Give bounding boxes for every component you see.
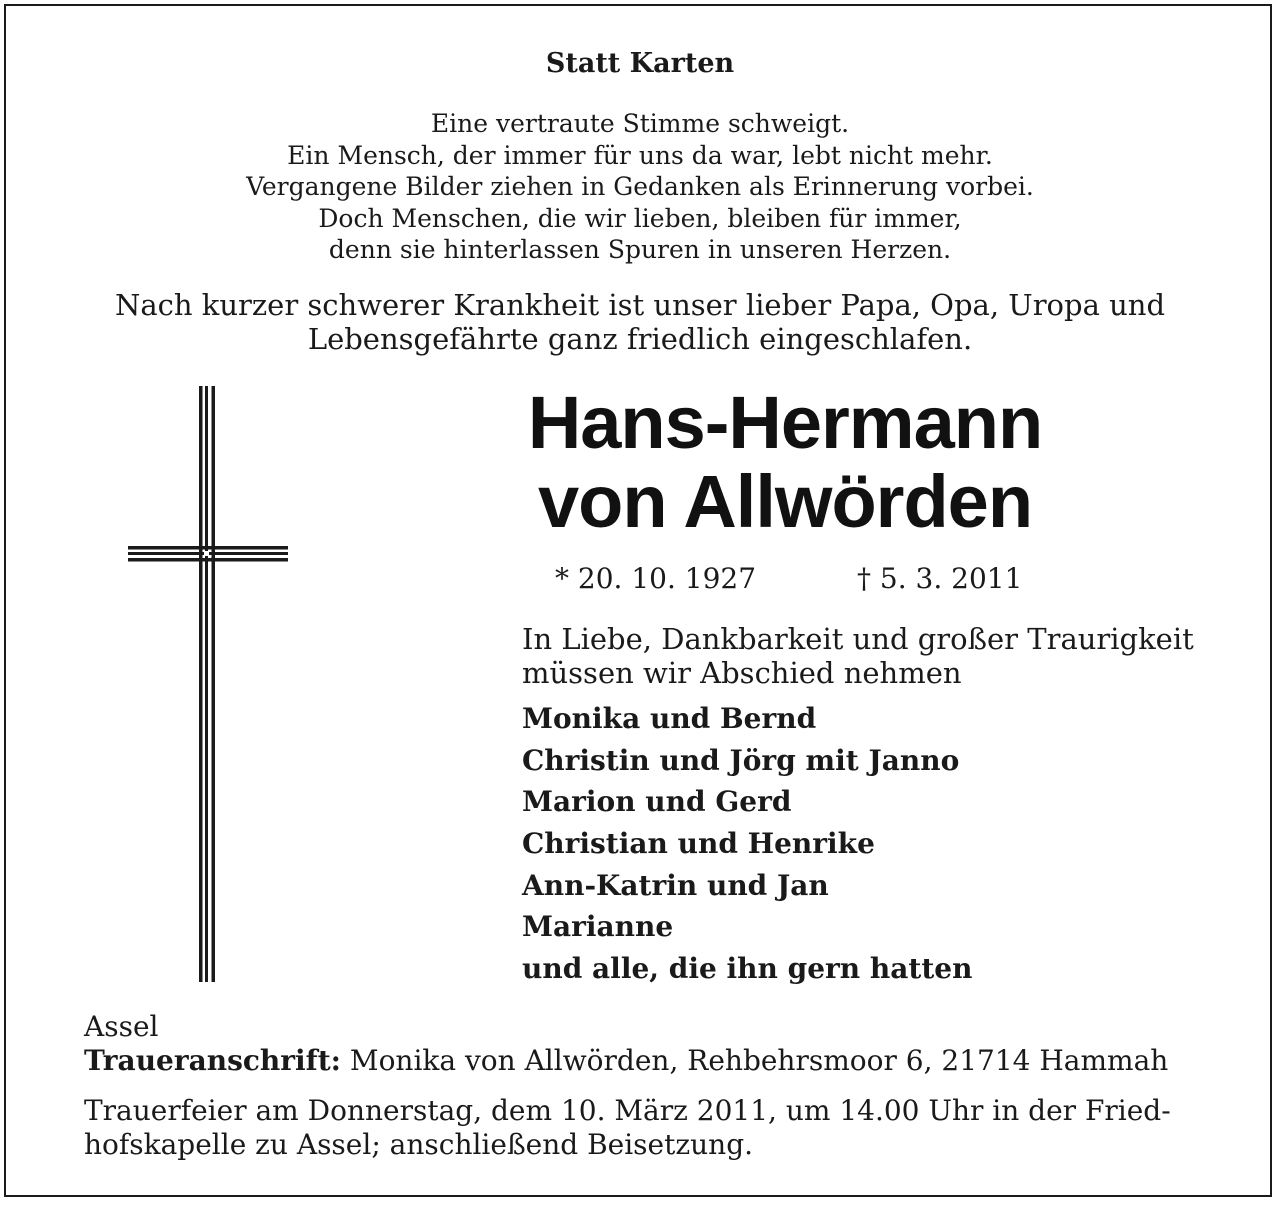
intro-line: Lebensgefährte ganz friedlich eingeschlafen. bbox=[307, 322, 973, 356]
family-member: Christin und Jörg mit Janno bbox=[522, 743, 960, 777]
intro-line: Nach kurzer schwerer Krankheit ist unser lieber Papa, Opa, Uropa und bbox=[114, 288, 1166, 322]
ceremony-line: Trauerfeier am Donnerstag, dem 10. März 2011, um 14.00 Uhr in der Fried- bbox=[84, 1094, 1171, 1127]
mourning-address bbox=[84, 1044, 1168, 1077]
family-list bbox=[522, 698, 972, 990]
place-name: Assel bbox=[84, 1010, 159, 1043]
family-member: Christian und Henrike bbox=[522, 827, 875, 861]
christian-cross-icon bbox=[128, 386, 288, 982]
mourning-line: müssen wir Abschied nehmen bbox=[522, 656, 962, 690]
mourning-text bbox=[522, 622, 1194, 690]
poem-line: Ein Mensch, der immer für uns da war, lebt nicht mehr. bbox=[287, 140, 993, 170]
intro-text bbox=[0, 288, 1280, 356]
birth-date: * 20. 10. 1927 bbox=[555, 562, 757, 595]
death-date: † 5. 3. 2011 bbox=[857, 562, 1023, 595]
ceremony-line: hofskapelle zu Assel; anschließend Beisetzung. bbox=[84, 1128, 754, 1161]
family-member: Monika und Bernd bbox=[522, 702, 817, 735]
family-member: und alle, die ihn gern hatten bbox=[522, 952, 973, 986]
address-label: Traueranschrift: bbox=[84, 1044, 341, 1077]
family-member: Marianne bbox=[522, 910, 674, 944]
family-member: Ann-Katrin und Jan bbox=[522, 868, 829, 902]
deceased-name-first: Hans-Hermann bbox=[527, 381, 1043, 464]
poem-line: denn sie hinterlassen Spuren in unseren Herzen. bbox=[328, 235, 952, 264]
address-text: Monika von Allwörden, Rehbehrsmoor 6, 21714 Hammah bbox=[341, 1044, 1169, 1077]
poem-line: Eine vertraute Stimme schweigt. bbox=[430, 109, 850, 138]
deceased-name-last: von Allwörden bbox=[537, 460, 1033, 543]
notice-header: Statt Karten bbox=[545, 48, 735, 79]
poem-line: Doch Menschen, die wir lieben, bleiben für immer, bbox=[318, 203, 962, 233]
poem bbox=[0, 108, 1280, 266]
poem-line: Vergangene Bilder ziehen in Gedanken als Erinnerung vorbei. bbox=[246, 172, 1034, 201]
family-member: Marion und Gerd bbox=[522, 785, 792, 819]
mourning-line: In Liebe, Dankbarkeit und großer Traurigkeit bbox=[522, 622, 1194, 656]
ceremony-info bbox=[84, 1094, 1171, 1162]
